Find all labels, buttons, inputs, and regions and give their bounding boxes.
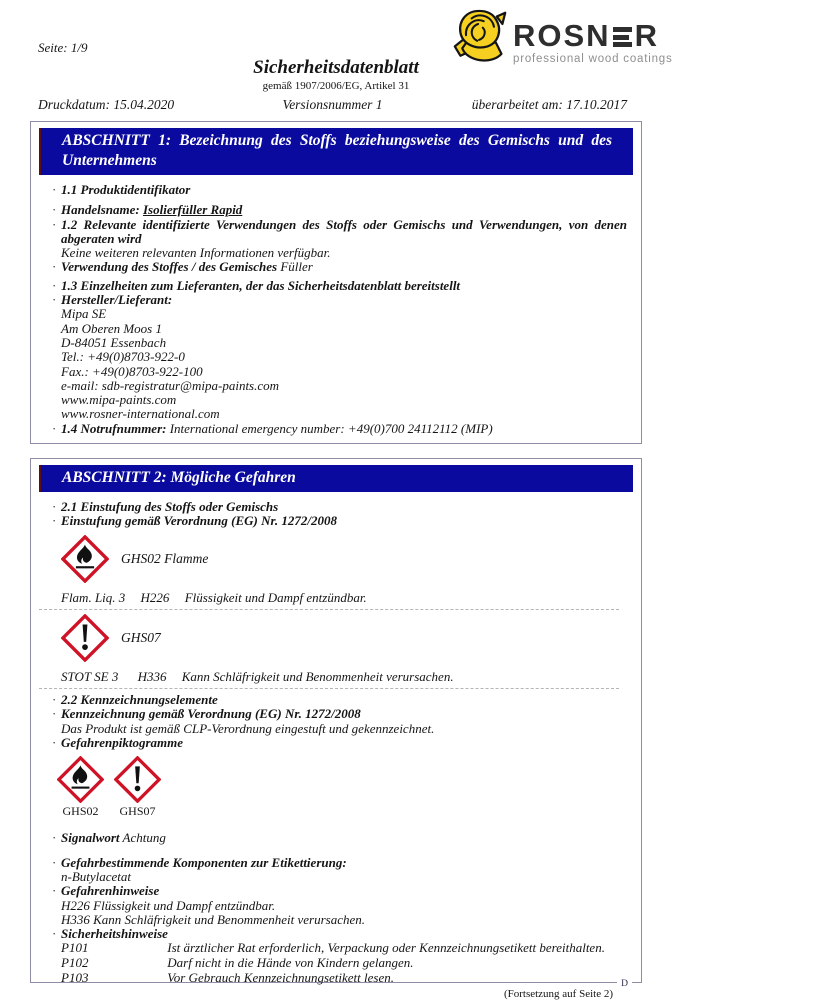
address-line: Am Oberen Moos 1 — [61, 320, 162, 336]
hazard-pictograms-heading: · Gefahrenpiktogramme — [52, 735, 184, 751]
ghs02-pictogram-cell — [57, 756, 104, 819]
hazard-components-heading: · Gefahrbestimmende Komponenten zur Etikettierung: — [52, 854, 347, 870]
print-date: Druckdatum: 15.04.2020 — [38, 97, 175, 112]
supplier-details-heading: · 1.3 Einzelheiten zum Lieferanten, der das Sicherheitsdatenblatt bereitstellt — [52, 277, 461, 293]
use-value: Füller — [280, 259, 313, 275]
dashed-divider — [39, 609, 619, 610]
hazard-pictogram-pair — [57, 756, 627, 819]
revision-date: überarbeitet am: 17.10.2017 — [471, 97, 627, 112]
website-line: www.rosner-international.com — [61, 406, 220, 422]
dashed-divider — [39, 688, 619, 689]
ghs02-label: GHS02 Flamme — [121, 550, 209, 566]
flame-pictogram-icon — [61, 535, 109, 583]
brand-wordmark — [513, 18, 673, 53]
labelling-regulation-heading: · Kennzeichnung gemäß Verordnung (EG) Nr. 1272/2008 — [52, 706, 361, 722]
ghs07-pictogram-cell — [114, 756, 161, 819]
address-line: Mipa SE — [61, 306, 107, 322]
stot-classification: STOT SE 3 H336 Kann Schläfrigkeit und Benommenheit verursachen. — [61, 668, 454, 684]
exclamation-pictogram-icon — [61, 614, 109, 662]
language-marker: D — [617, 979, 632, 989]
hazard-statement: H336 Kann Schläfrigkeit und Benommenheit verursachen. — [61, 911, 365, 927]
address-line: D-84051 Essenbach — [61, 334, 167, 350]
labelling-elements-heading: · 2.2 Kennzeichnungselemente — [52, 692, 218, 708]
stylized-e-glyph — [613, 27, 632, 47]
version-number: Versionsnummer 1 — [282, 97, 383, 112]
brand-letters-left: ROSN — [513, 18, 611, 53]
fax-line: Fax.: +49(0)8703-922-100 — [61, 363, 203, 379]
precaution-row: P102 Darf nicht in die Hände von Kindern gelangen. — [61, 955, 414, 971]
ghs02-pictogram-row — [61, 535, 627, 583]
emergency-number-row: · 1.4 Notrufnummer: International emergency number: +49(0)700 24112112 (MIP) — [52, 420, 493, 436]
ghs07-caption: GHS07 — [119, 804, 156, 819]
section-1-box — [30, 121, 642, 444]
brand-tagline: professional wood coatings — [513, 53, 673, 65]
exclamation-pictogram-icon — [114, 756, 161, 803]
manufacturer-heading: · Hersteller/Lieferant: — [52, 292, 173, 308]
classification-regulation-heading: · Einstufung gemäß Verordnung (EG) Nr. 1272/2008 — [52, 513, 337, 529]
signal-word-row: · Signalwort Achtung — [52, 830, 166, 846]
trade-name-value: Isolierfüller Rapid — [142, 202, 243, 218]
hazard-component-value: n-Butylacetat — [61, 868, 132, 884]
no-info-note: Keine weiteren relevanten Informationen verfügbar. — [61, 245, 331, 261]
website-line: www.mipa-paints.com — [61, 392, 177, 408]
classification-heading: · 2.1 Einstufung des Stoffs oder Gemischs — [52, 499, 279, 514]
flam-liq-classification: Flam. Liq. 3 H226 Flüssigkeit und Dampf entzündbar. — [61, 589, 367, 605]
section-1-header: ABSCHNITT 1: Bezeichnung des Stoffs beziehungsweise des Gemischs und des Unternehmens — [39, 128, 633, 175]
section-2-content — [31, 500, 641, 1000]
use-of-substance-row: · Verwendung des Stoffes / des Gemisches Füller — [52, 259, 313, 275]
section-2-header: ABSCHNITT 2: Mögliche Gefahren — [39, 465, 633, 492]
document-title: Sicherheitsdatenblatt — [253, 57, 419, 78]
ghs02-caption: GHS02 — [62, 804, 99, 819]
ghs07-pictogram-row — [61, 614, 627, 662]
product-identifier-heading: · 1.1 Produktidentifikator — [52, 182, 191, 197]
document-subtitle: gemäß 1907/2006/EG, Artikel 31 — [262, 80, 410, 92]
precaution-row: P103 Vor Gebrauch Kennzeichnungsetikett lesen. — [61, 970, 394, 986]
section-2-box — [30, 458, 642, 1000]
page-number: Seite: 1/9 — [38, 40, 88, 55]
hazard-statement: H226 Flüssigkeit und Dampf entzündbar. — [61, 897, 276, 913]
brand-letters-right: R — [634, 18, 659, 53]
emergency-number-value: International emergency number: +49(0)700 24112112 (MIP) — [169, 420, 493, 436]
email-line: e-mail: sdb-registratur@mipa-paints.com — [61, 377, 280, 393]
relevant-uses-heading: · 1.2 Relevante identifizierte Verwendungen des Stoffs oder Gemischs und Verwendungen, von denen abgeraten wird — [52, 216, 627, 246]
signal-word-value: Achtung — [122, 830, 166, 846]
date-row — [38, 97, 627, 113]
ghs07-label: GHS07 — [121, 629, 161, 645]
precautionary-statements-heading: · Sicherheitshinweise — [52, 926, 168, 942]
flame-pictogram-icon — [57, 756, 104, 803]
section-1-content — [31, 183, 641, 436]
clp-note: Das Produkt ist gemäß CLP-Verordnung eingestuft und gekennzeichnet. — [61, 720, 435, 736]
phone-line: Tel.: +49(0)8703-922-0 — [61, 349, 185, 365]
precaution-row: P101 Ist ärztlicher Rat erforderlich, Verpackung oder Kennzeichnungsetikett bereithalten. — [61, 940, 605, 956]
continuation-note: (Fortsetzung auf Seite 2) — [503, 987, 613, 1000]
trade-name-row: · Handelsname: Isolierfüller Rapid — [52, 202, 243, 218]
hazard-statements-heading: · Gefahrenhinweise — [52, 883, 160, 899]
